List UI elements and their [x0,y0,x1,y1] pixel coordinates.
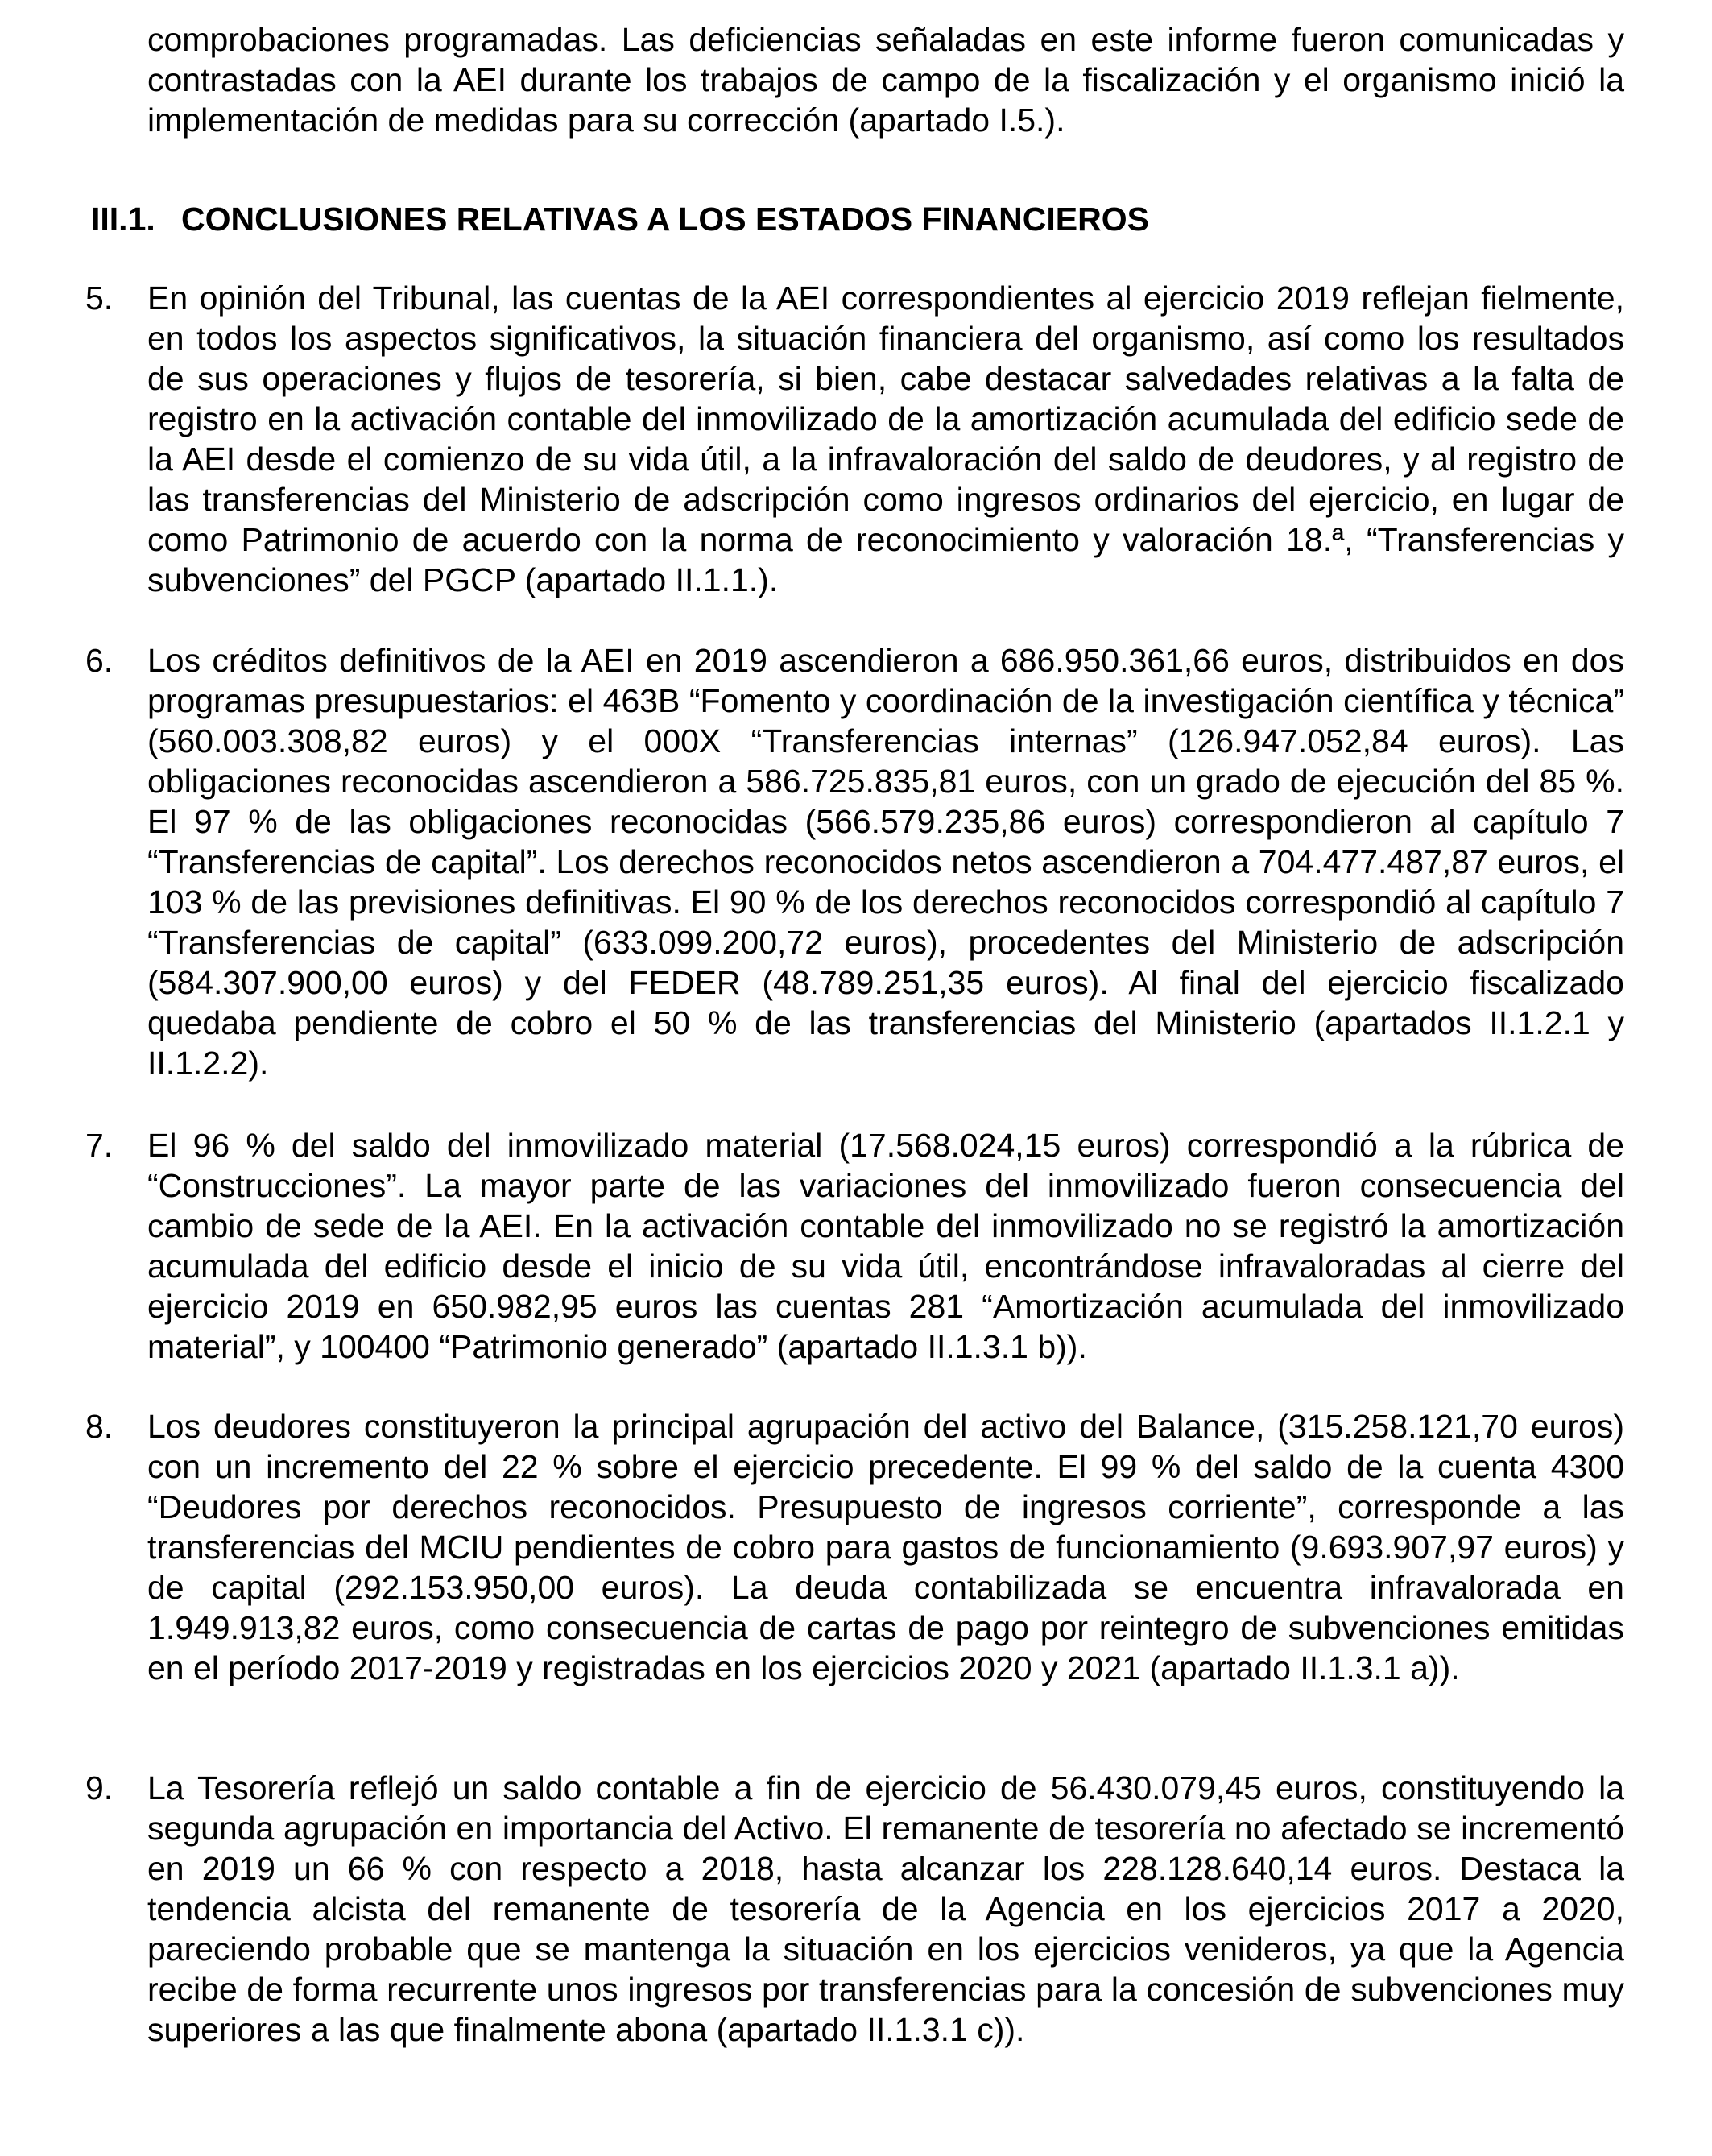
section-number: III.1. [91,201,155,238]
paragraph-number: 5. [85,279,114,317]
section-heading [91,198,1621,240]
section-title: CONCLUSIONES RELATIVAS A LOS ESTADOS FINANCIEROS [181,201,1149,238]
paragraph-number: 7. [85,1127,114,1164]
paragraph-text: En opinión del Tribunal, las cuentas de la AEI correspondientes al ejercicio 2019 reflejan fielmente, en todos los aspectos significativos, la situación financiera del organismo, así como los resultados de sus operaciones y flujos de tesorería, si bien, cabe destacar salvedades relativas a la falta de registro en la activación contable del inmovilizado de la amortización acumulada del edificio sede de la AEI desde el comienzo de su vida útil, a la infravaloración del saldo de deudores, y al registro de las transferencias del Ministerio de adscripción como ingresos ordinarios del ejercicio, en lugar de como Patrimonio de acuerdo con la norma de reconocimiento y valoración 18.ª, “Transferencias y subvenciones” del PGCP (apartado II.1.1.). [147,279,1624,598]
intro-paragraph: comprobaciones programadas. Las deficiencias señaladas en este informe fueron comunicadas y contrastadas con la AEI durante los trabajos de campo de la fiscalización y el organismo inició la implementación de medidas para su corrección (apartado I.5.). [147,21,1624,139]
paragraph-text: La Tesorería reflejó un saldo contable a fin de ejercicio de 56.430.079,45 euros, constituyendo la segunda agrupación en importancia del Activo. El remanente de tesorería no afectado se incrementó en 2019 un 66 % con respecto a 2018, hasta alcanzar los 228.128.640,14 euros. Destaca la tendencia alcista del remanente de tesorería de la Agencia en los ejercicios 2017 a 2020, pareciendo probable que se mantenga la situación en los ejercicios venideros, ya que la Agencia recibe de forma recurrente unos ingresos por transferencias para la concesión de subvenciones muy superiores a las que finalmente abona (apartado II.1.3.1 c)). [147,1769,1624,2048]
paragraph-number: 9. [85,1769,114,1806]
paragraph-text: Los créditos definitivos de la AEI en 2019 ascendieron a 686.950.361,66 euros, distribuidos en dos programas presupuestarios: el 463B “Fomento y coordinación de la investigación científica y técnica” (560.003.308,82 euros) y el 000X “Transferencias internas” (126.947.052,84 euros). Las obligaciones reconocidas ascendieron a 586.725.835,81 euros, con un grado de ejecución del 85 %. El 97 % de las obligaciones reconocidas (566.579.235,86 euros) correspondieron al capítulo 7 “Transferencias de capital”. Los derechos reconocidos netos ascendieron a 704.477.487,87 euros, el 103 % de las previsiones definitivas. El 90 % de los derechos reconocidos correspondió al capítulo 7 “Transferencias de capital” (633.099.200,72 euros), procedentes del Ministerio de adscripción (584.307.900,00 euros) y del FEDER (48.789.251,35 euros). Al final del ejercicio fiscalizado quedaba pendiente de cobro el 50 % de las transferencias del Ministerio (apartados II.1.2.1 y II.1.2.2). [147,642,1624,1082]
paragraph-text: Los deudores constituyeron la principal agrupación del activo del Balance, (315.258.121,70 euros) con un incremento del 22 % sobre el ejercicio precedente. El 99 % del saldo de la cuenta 4300 “Deudores por derechos reconocidos. Presupuesto de ingresos corriente”, corresponde a las transferencias del MCIU pendientes de cobro para gastos de funcionamiento (9.693.907,97 euros) y de capital (292.153.950,00 euros). La deuda contabilizada se encuentra infravalorada en 1.949.913,82 euros, como consecuencia de cartas de pago por reintegro de subvenciones emitidas en el período 2017-2019 y registradas en los ejercicios 2020 y 2021 (apartado II.1.3.1 a)). [147,1408,1624,1686]
paragraph-number: 6. [85,642,114,679]
paragraph-number: 8. [85,1408,114,1445]
paragraph-text: El 96 % del saldo del inmovilizado material (17.568.024,15 euros) correspondió a la rúbrica de “Construcciones”. La mayor parte de las variaciones del inmovilizado fueron consecuencia del cambio de sede de la AEI. En la activación contable del inmovilizado no se registró la amortización acumulada del edificio desde el inicio de su vida útil, encontrándose infravaloradas al cierre del ejercicio 2019 en 650.982,95 euros las cuentas 281 “Amortización acumulada del inmovilizado material”, y 100400 “Patrimonio generado” (apartado II.1.3.1 b)). [147,1127,1624,1365]
